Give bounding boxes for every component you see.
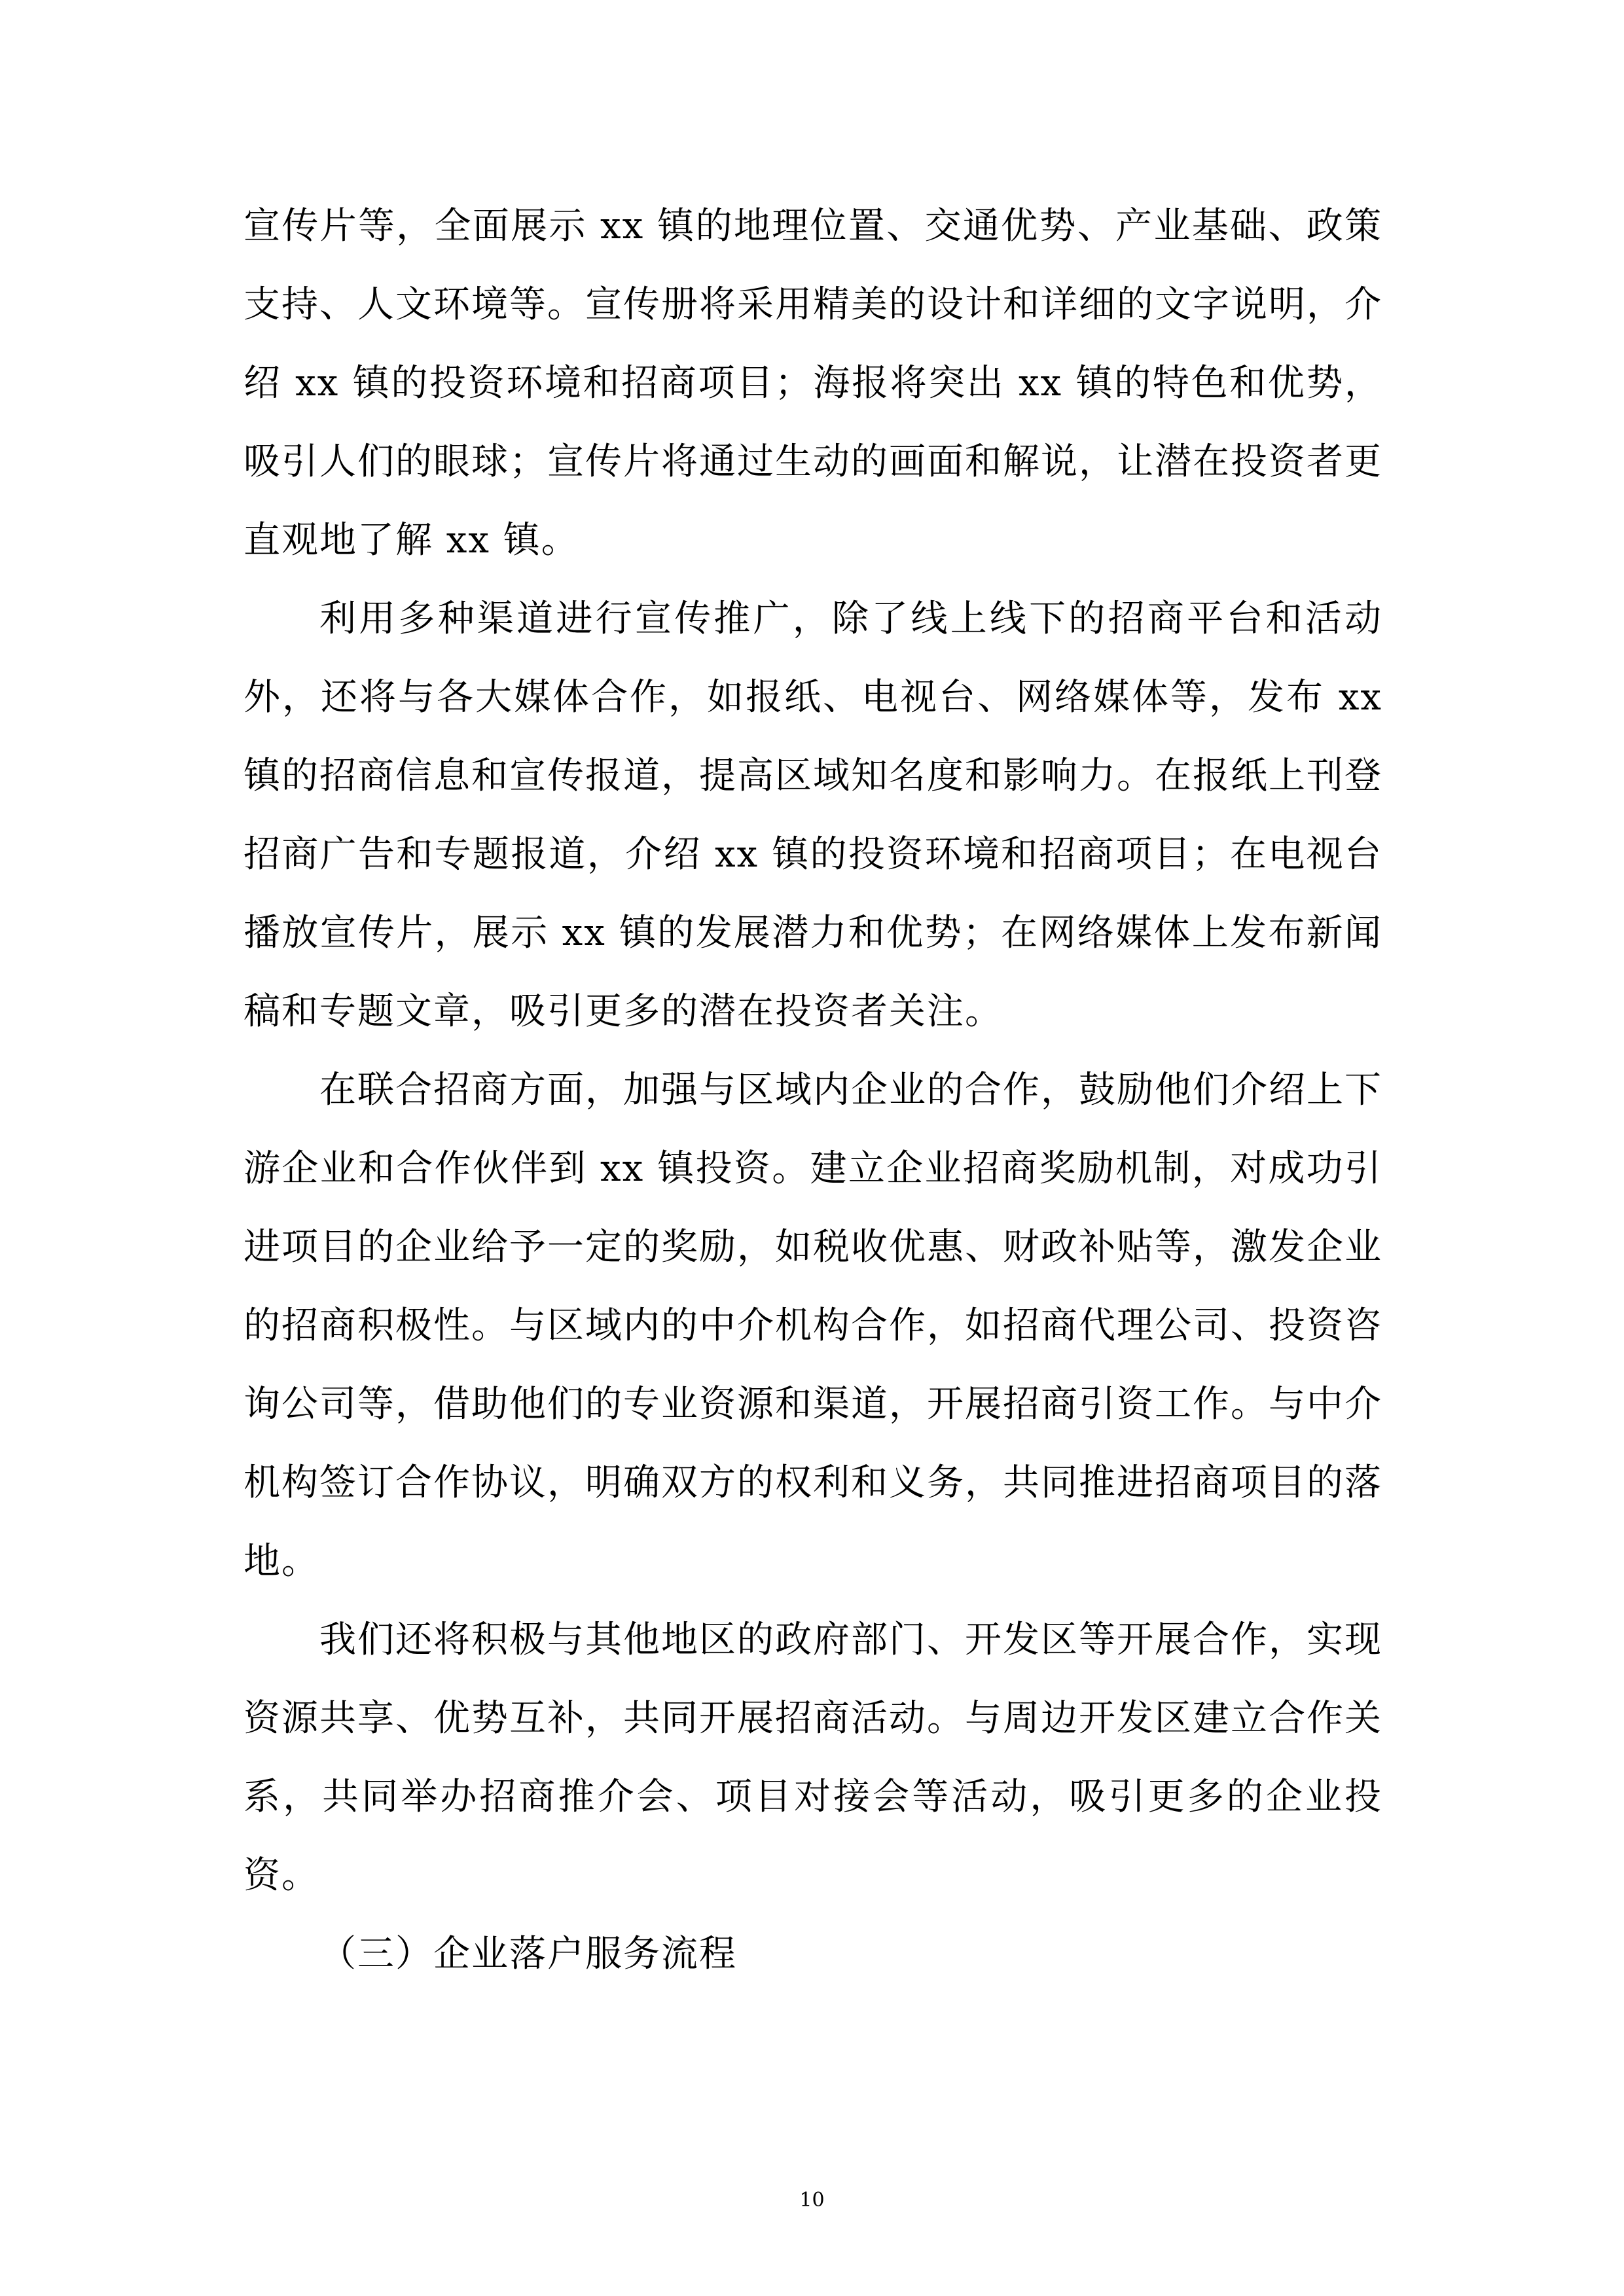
paragraph-continuation: 宣传片等，全面展示 xx 镇的地理位置、交通优势、产业基础、政策支持、人文环境等。宣传册将采用精美的设计和详细的文字说明，介绍 xx 镇的投资环境和招商项目；海报将突出 xx 镇的特色和优势，吸引人们的眼球；宣传片将通过生动的画面和解说，让潜在投资者更直观地了解 xx 镇。 [244,205,1382,562]
paragraph-regional-cooperation: 我们还将积极与其他地区的政府部门、开发区等开展合作，实现资源共享、优势互补，共同开展招商活动。与周边开发区建立合作关系，共同举办招商推介会、项目对接会等活动，吸引更多的企业投资。 [244,1619,1382,1897]
page-number: 10 [799,2189,825,2212]
paragraph-media-promotion: 利用多种渠道进行宣传推广，除了线上线下的招商平台和活动外，还将与各大媒体合作，如报纸、电视台、网络媒体等，发布 xx 镇的招商信息和宣传报道，提高区域知名度和影响力。在报纸上刊登招商广告和专题报道，介绍 xx 镇的投资环境和招商项目；在电视台播放宣传片，展示 xx 镇的发展潜力和优势；在网络媒体上发布新闻稿和专题文章，吸引更多的潜在投资者关注。 [244,598,1382,1033]
paragraph-joint-investment: 在联合招商方面，加强与区域内企业的合作，鼓励他们介绍上下游企业和合作伙伴到 xx 镇投资。建立企业招商奖励机制，对成功引进项目的企业给予一定的奖励，如税收优惠、财政补贴等，激发企业的招商积极性。与区域内的中介机构合作，如招商代理公司、投资咨询公司等，借助他们的专业资源和渠道，开展招商引资工作。与中介机构签订合作协议，明确双方的权利和义务，共同推进招商项目的落地。 [244,1069,1382,1583]
body-text [244,187,1382,1994]
section-heading: （三）企业落户服务流程 [319,1933,737,1975]
